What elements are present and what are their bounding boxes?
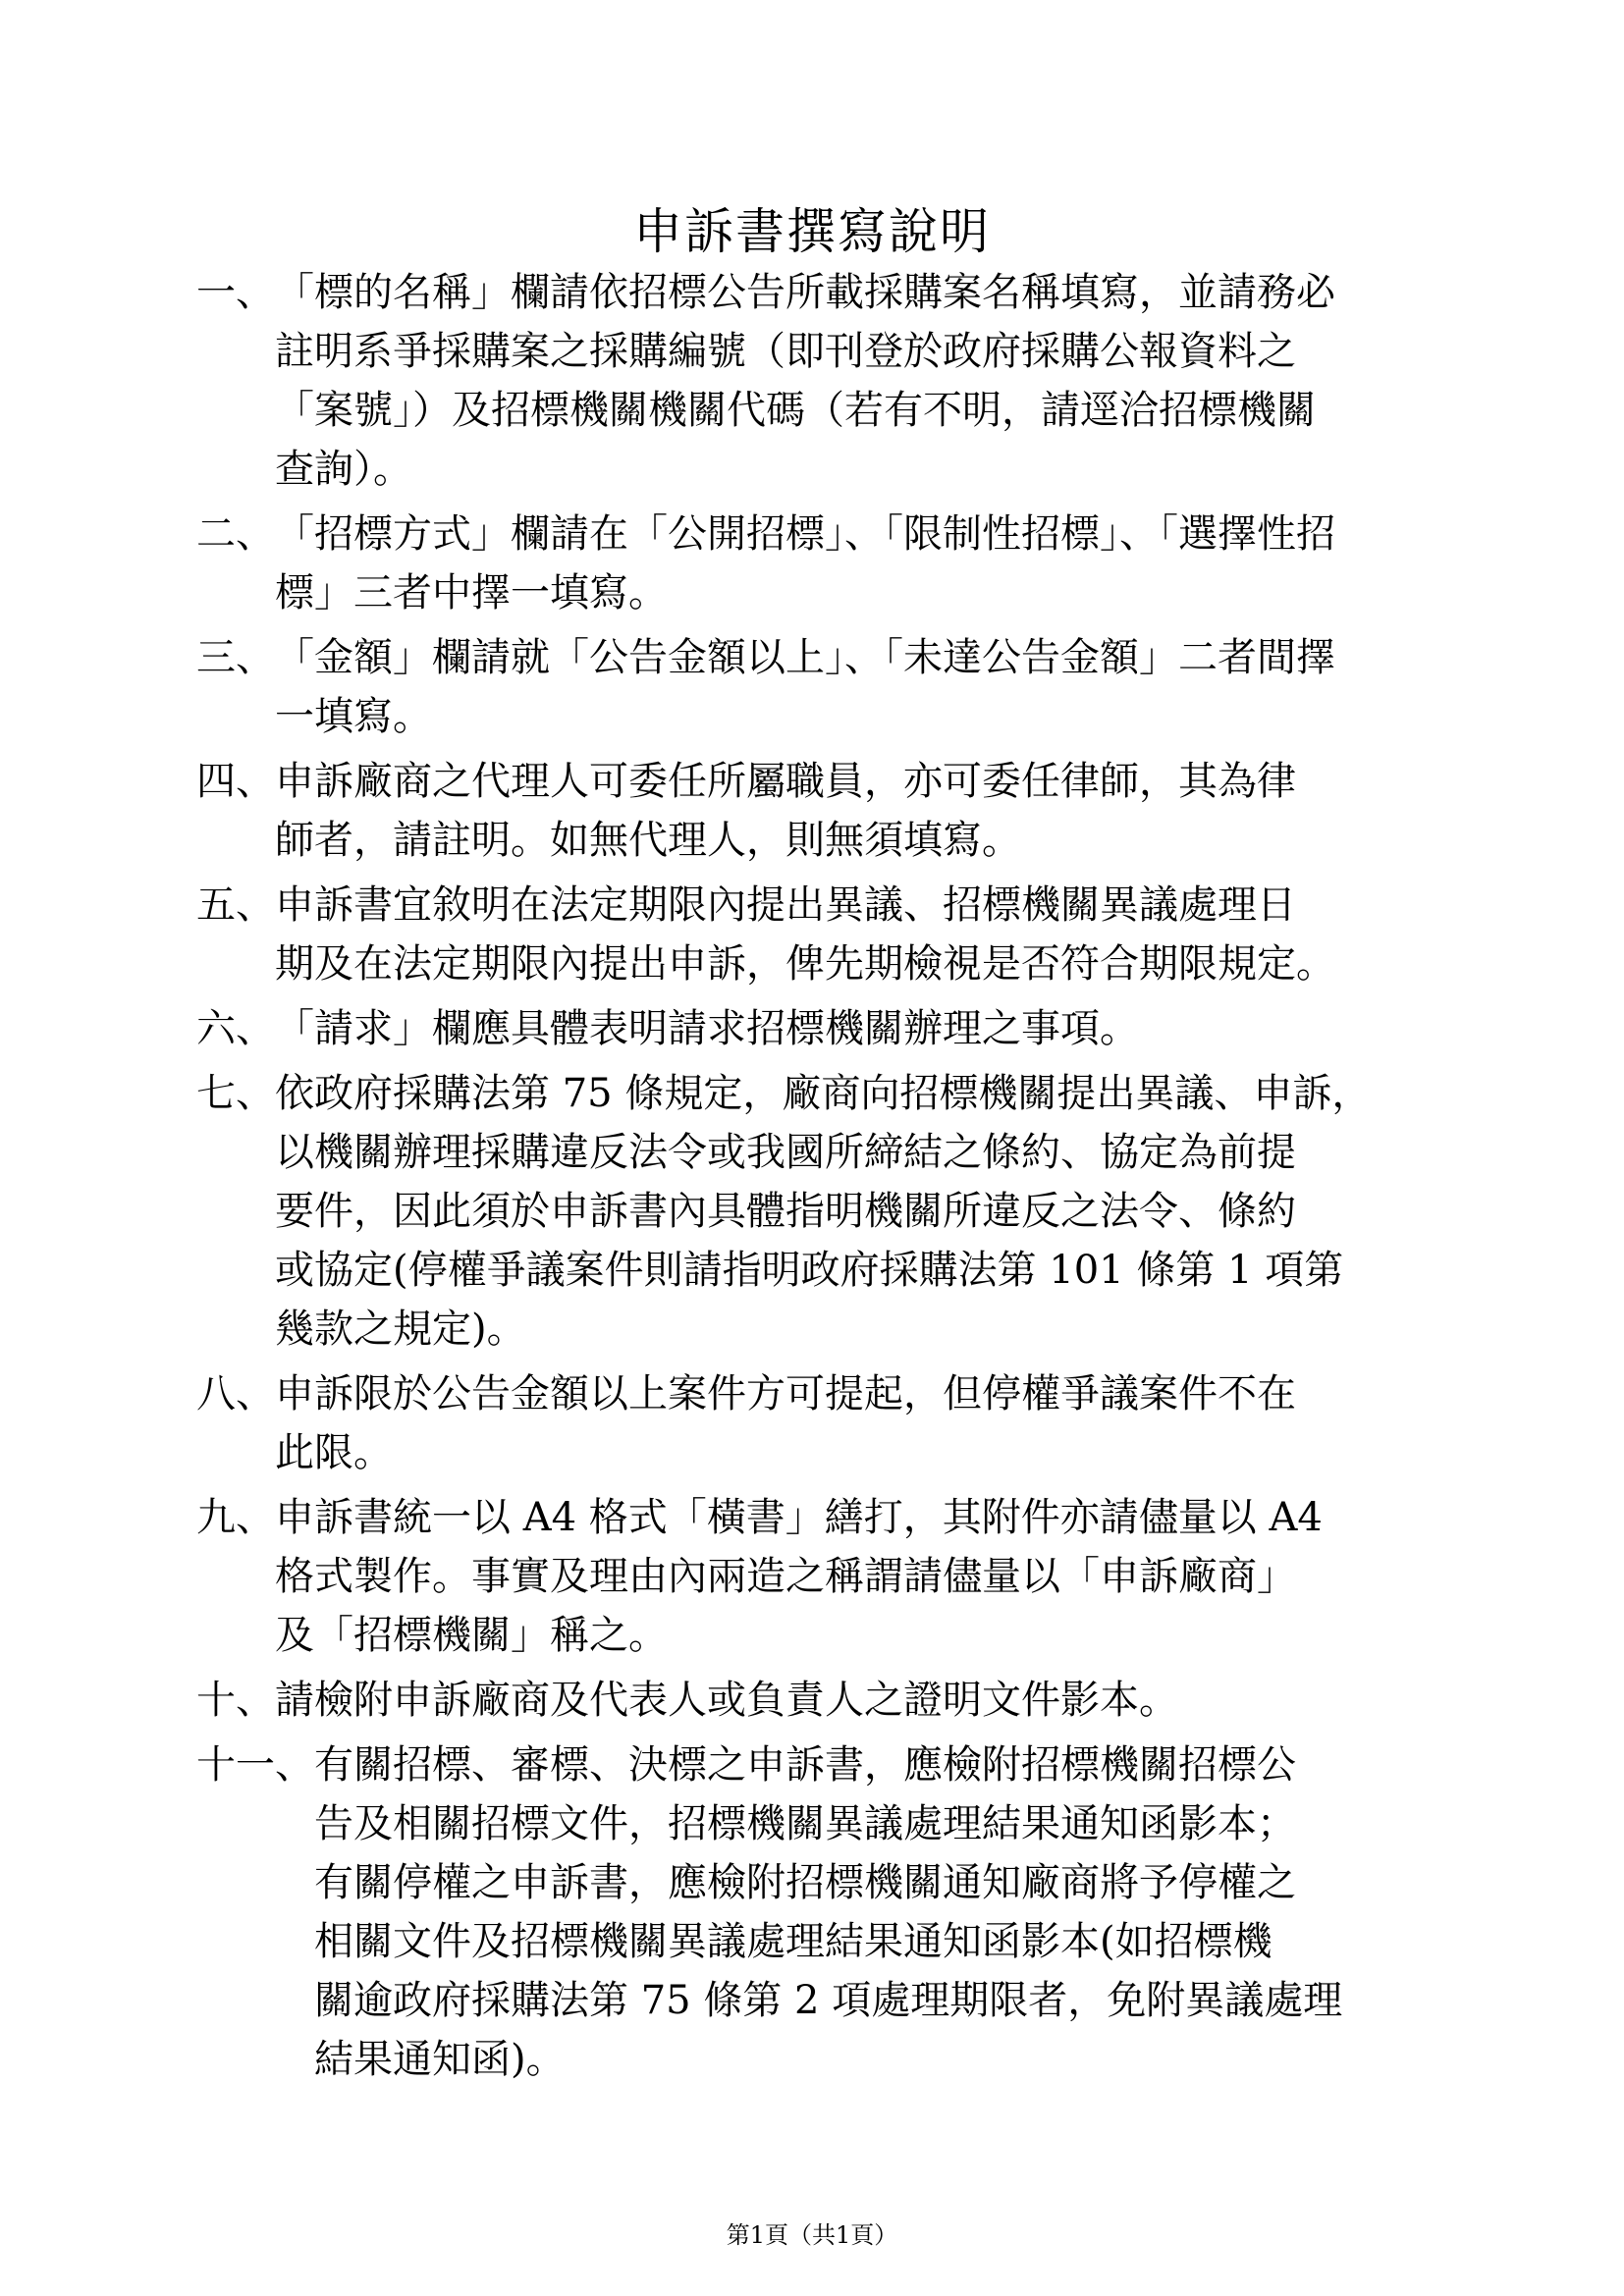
item-line: 依政府採購法第 75 條規定，廠商向招標機關提出異議、申訴， [275, 1071, 1372, 1116]
instruction-item [196, 1064, 1434, 1359]
item-number: 五、 [196, 882, 275, 928]
item-number: 十一、 [196, 1742, 314, 1788]
item-line: 關逾政府採購法第 75 條第 2 項處理期限者，免附異議處理 [314, 1978, 1343, 2023]
instruction-item [196, 1735, 1434, 2089]
item-line: 申訴廠商之代理人可委任所屬職員，亦可委任律師，其為律 [275, 759, 1296, 804]
item-number: 四、 [196, 759, 275, 804]
item-number: 三、 [196, 635, 275, 680]
item-line: 有關招標、審標、決標之申訴書，應檢附招標機關招標公 [314, 1742, 1296, 1788]
item-text [275, 752, 1434, 870]
item-text [275, 1671, 1434, 1730]
item-line: 「金額」欄請就「公告金額以上」、「未達公告金額」二者間擇 [275, 635, 1335, 680]
instruction-list [196, 263, 1434, 2095]
item-text [275, 505, 1434, 622]
item-text [275, 999, 1434, 1058]
instruction-item [196, 1488, 1434, 1665]
item-line: 相關文件及招標機關異議處理結果通知函影本(如招標機 [314, 1919, 1272, 1964]
item-line: 「招標方式」欄請在「公開招標」、「限制性招標」、「選擇性招 [275, 511, 1335, 557]
instruction-item [196, 752, 1434, 870]
item-line: 結果通知函)。 [314, 2037, 566, 2082]
item-number: 一、 [196, 270, 275, 315]
item-line: 師者，請註明。如無代理人，則無須填寫。 [275, 818, 1021, 863]
item-number: 九、 [196, 1495, 275, 1540]
item-number: 十、 [196, 1678, 275, 1723]
item-line: 以機關辦理採購違反法令或我國所締結之條約、協定為前提 [275, 1130, 1296, 1175]
item-line: 「請求」欄應具體表明請求招標機關辦理之事項。 [275, 1006, 1139, 1051]
item-line: 申訴限於公告金額以上案件方可提起，但停權爭議案件不在 [275, 1371, 1296, 1416]
instruction-item [196, 1364, 1434, 1482]
item-line: 幾款之規定)。 [275, 1307, 526, 1352]
item-line: 要件，因此須於申訴書內具體指明機關所違反之法令、條約 [275, 1189, 1296, 1234]
item-number: 八、 [196, 1371, 275, 1416]
item-line: 請檢附申訴廠商及代表人或負責人之證明文件影本。 [275, 1678, 1178, 1723]
item-line: 查詢）。 [275, 447, 412, 492]
item-line: 註明系爭採購案之採購編號（即刊登於政府採購公報資料之 [275, 329, 1296, 374]
item-text [275, 876, 1434, 993]
item-number: 六、 [196, 1006, 275, 1051]
item-text [275, 1064, 1434, 1359]
item-line: 標」三者中擇一填寫。 [275, 570, 668, 615]
item-line: 「案號」）及招標機關機關代碼（若有不明，請逕洽招標機關 [275, 388, 1316, 433]
instruction-item [196, 505, 1434, 622]
item-line: 一填寫。 [275, 694, 432, 739]
instruction-item [196, 263, 1434, 499]
item-text [275, 628, 1434, 746]
item-line: 此限。 [275, 1430, 393, 1475]
item-number: 七、 [196, 1071, 275, 1116]
item-line: 或協定(停權爭議案件則請指明政府採購法第 101 條第 1 項第 [275, 1248, 1344, 1293]
page-footer: 第1頁（共1頁） [726, 2221, 898, 2249]
item-text [275, 1364, 1434, 1482]
item-line: 「標的名稱」欄請依招標公告所載採購案名稱填寫，並請務必 [275, 270, 1335, 315]
page-title: 申訴書撰寫說明 [633, 203, 991, 260]
instruction-item [196, 876, 1434, 993]
item-line: 申訴書宜敘明在法定期限內提出異議、招標機關異議處理日 [275, 882, 1296, 928]
item-text [275, 1488, 1434, 1665]
item-line: 格式製作。事實及理由內兩造之稱謂請儘量以「申訴廠商」 [275, 1554, 1296, 1599]
item-line: 及「招標機關」稱之。 [275, 1613, 668, 1658]
instruction-item [196, 1671, 1434, 1730]
item-text [314, 1735, 1434, 2089]
item-text [275, 263, 1434, 499]
item-line: 告及相關招標文件，招標機關異議處理結果通知函影本； [314, 1801, 1296, 1846]
item-number: 二、 [196, 511, 275, 557]
instruction-item [196, 628, 1434, 746]
item-line: 申訴書統一以 A4 格式「橫書」繕打，其附件亦請儘量以 A4 [275, 1495, 1323, 1540]
instruction-item [196, 999, 1434, 1058]
item-line: 有關停權之申訴書，應檢附招標機關通知廠商將予停權之 [314, 1860, 1296, 1905]
item-line: 期及在法定期限內提出申訴，俾先期檢視是否符合期限規定。 [275, 941, 1335, 987]
